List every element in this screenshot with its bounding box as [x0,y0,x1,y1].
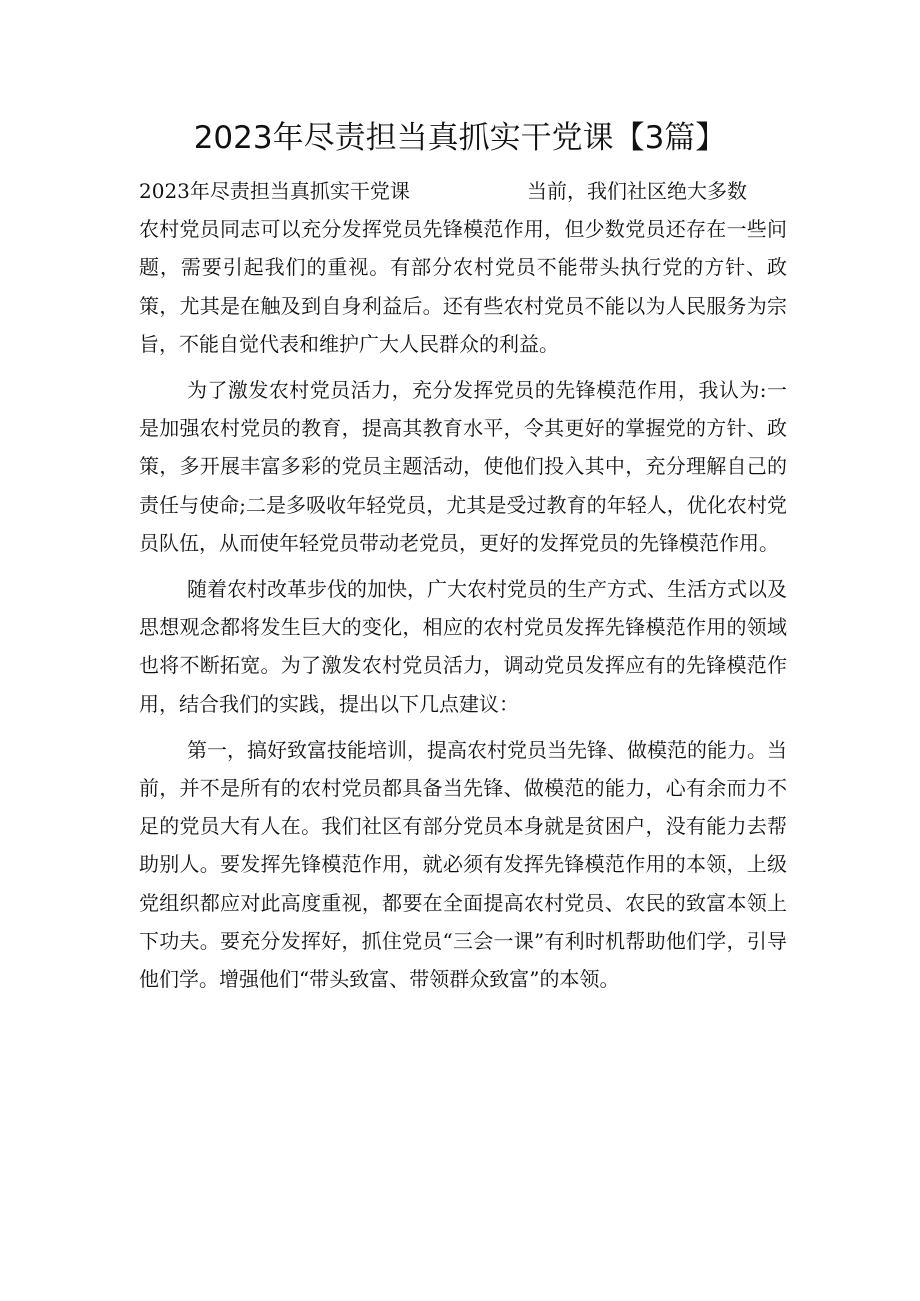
document-body [139,172,787,998]
paragraph-4: 第一，搞好致富技能培训，提高农村党员当先锋、做模范的能力。当前，并不是所有的农村党员都具备当先锋、做模范的能力，心有余而力不足的党员大有人在。我们社区有部分党员本身就是贫困户，没有能力去帮助别人。要发挥先锋模范作用，就必须有发挥先锋模范作用的本领，上级党组织都应对此高度重视，都要在全面提高农村党员、农民的致富本领上下功夫。要充分发挥好，抓住党员“三会一课”有利时机帮助他们学，引导他们学。增强他们“带头致富、带领群众致富”的本领。 [139,737,787,992]
document-title: 2023年尽责担当真抓实干党课【3篇】 [193,120,727,156]
paragraph-1: 农村党员同志可以充分发挥党员先锋模范作用，但少数党员还存在一些问题，需要引起我们的重视。有部分农村党员不能带头执行党的方针、政策，尤其是在触及到自身利益后。还有些农村党员不能以为人民服务为宗旨，不能自觉代表和维护广大人民群众的利益。 [139,217,787,356]
intro-heading: 2023年尽责担当真抓实干党课 [139,179,410,203]
paragraph-2: 为了激发农村党员活力，充分发挥党员的先锋模范作用，我认为:一是加强农村党员的教育，提高其教育水平，令其更好的掌握党的方针、政策，多开展丰富多彩的党员主题活动，使他们投入其中，充分理解自己的责任与使命;二是多吸收年轻党员，尤其是受过教育的年轻人，优化农村党员队伍，从而使年轻党员带动老党员，更好的发挥党员的先锋模范作用。 [139,378,787,555]
intro-lead: 当前，我们社区绝大多数 [527,179,747,203]
paragraph-3: 随着农村改革步伐的加快，广大农村党员的生产方式、生活方式以及思想观念都将发生巨大的变化，相应的农村党员发挥先锋模范作用的领域也将不断拓宽。为了激发农村党员活力，调动党员发挥应有的先锋模范作用，结合我们的实践，提出以下几点建议： [139,577,787,716]
intro-line [139,172,787,210]
